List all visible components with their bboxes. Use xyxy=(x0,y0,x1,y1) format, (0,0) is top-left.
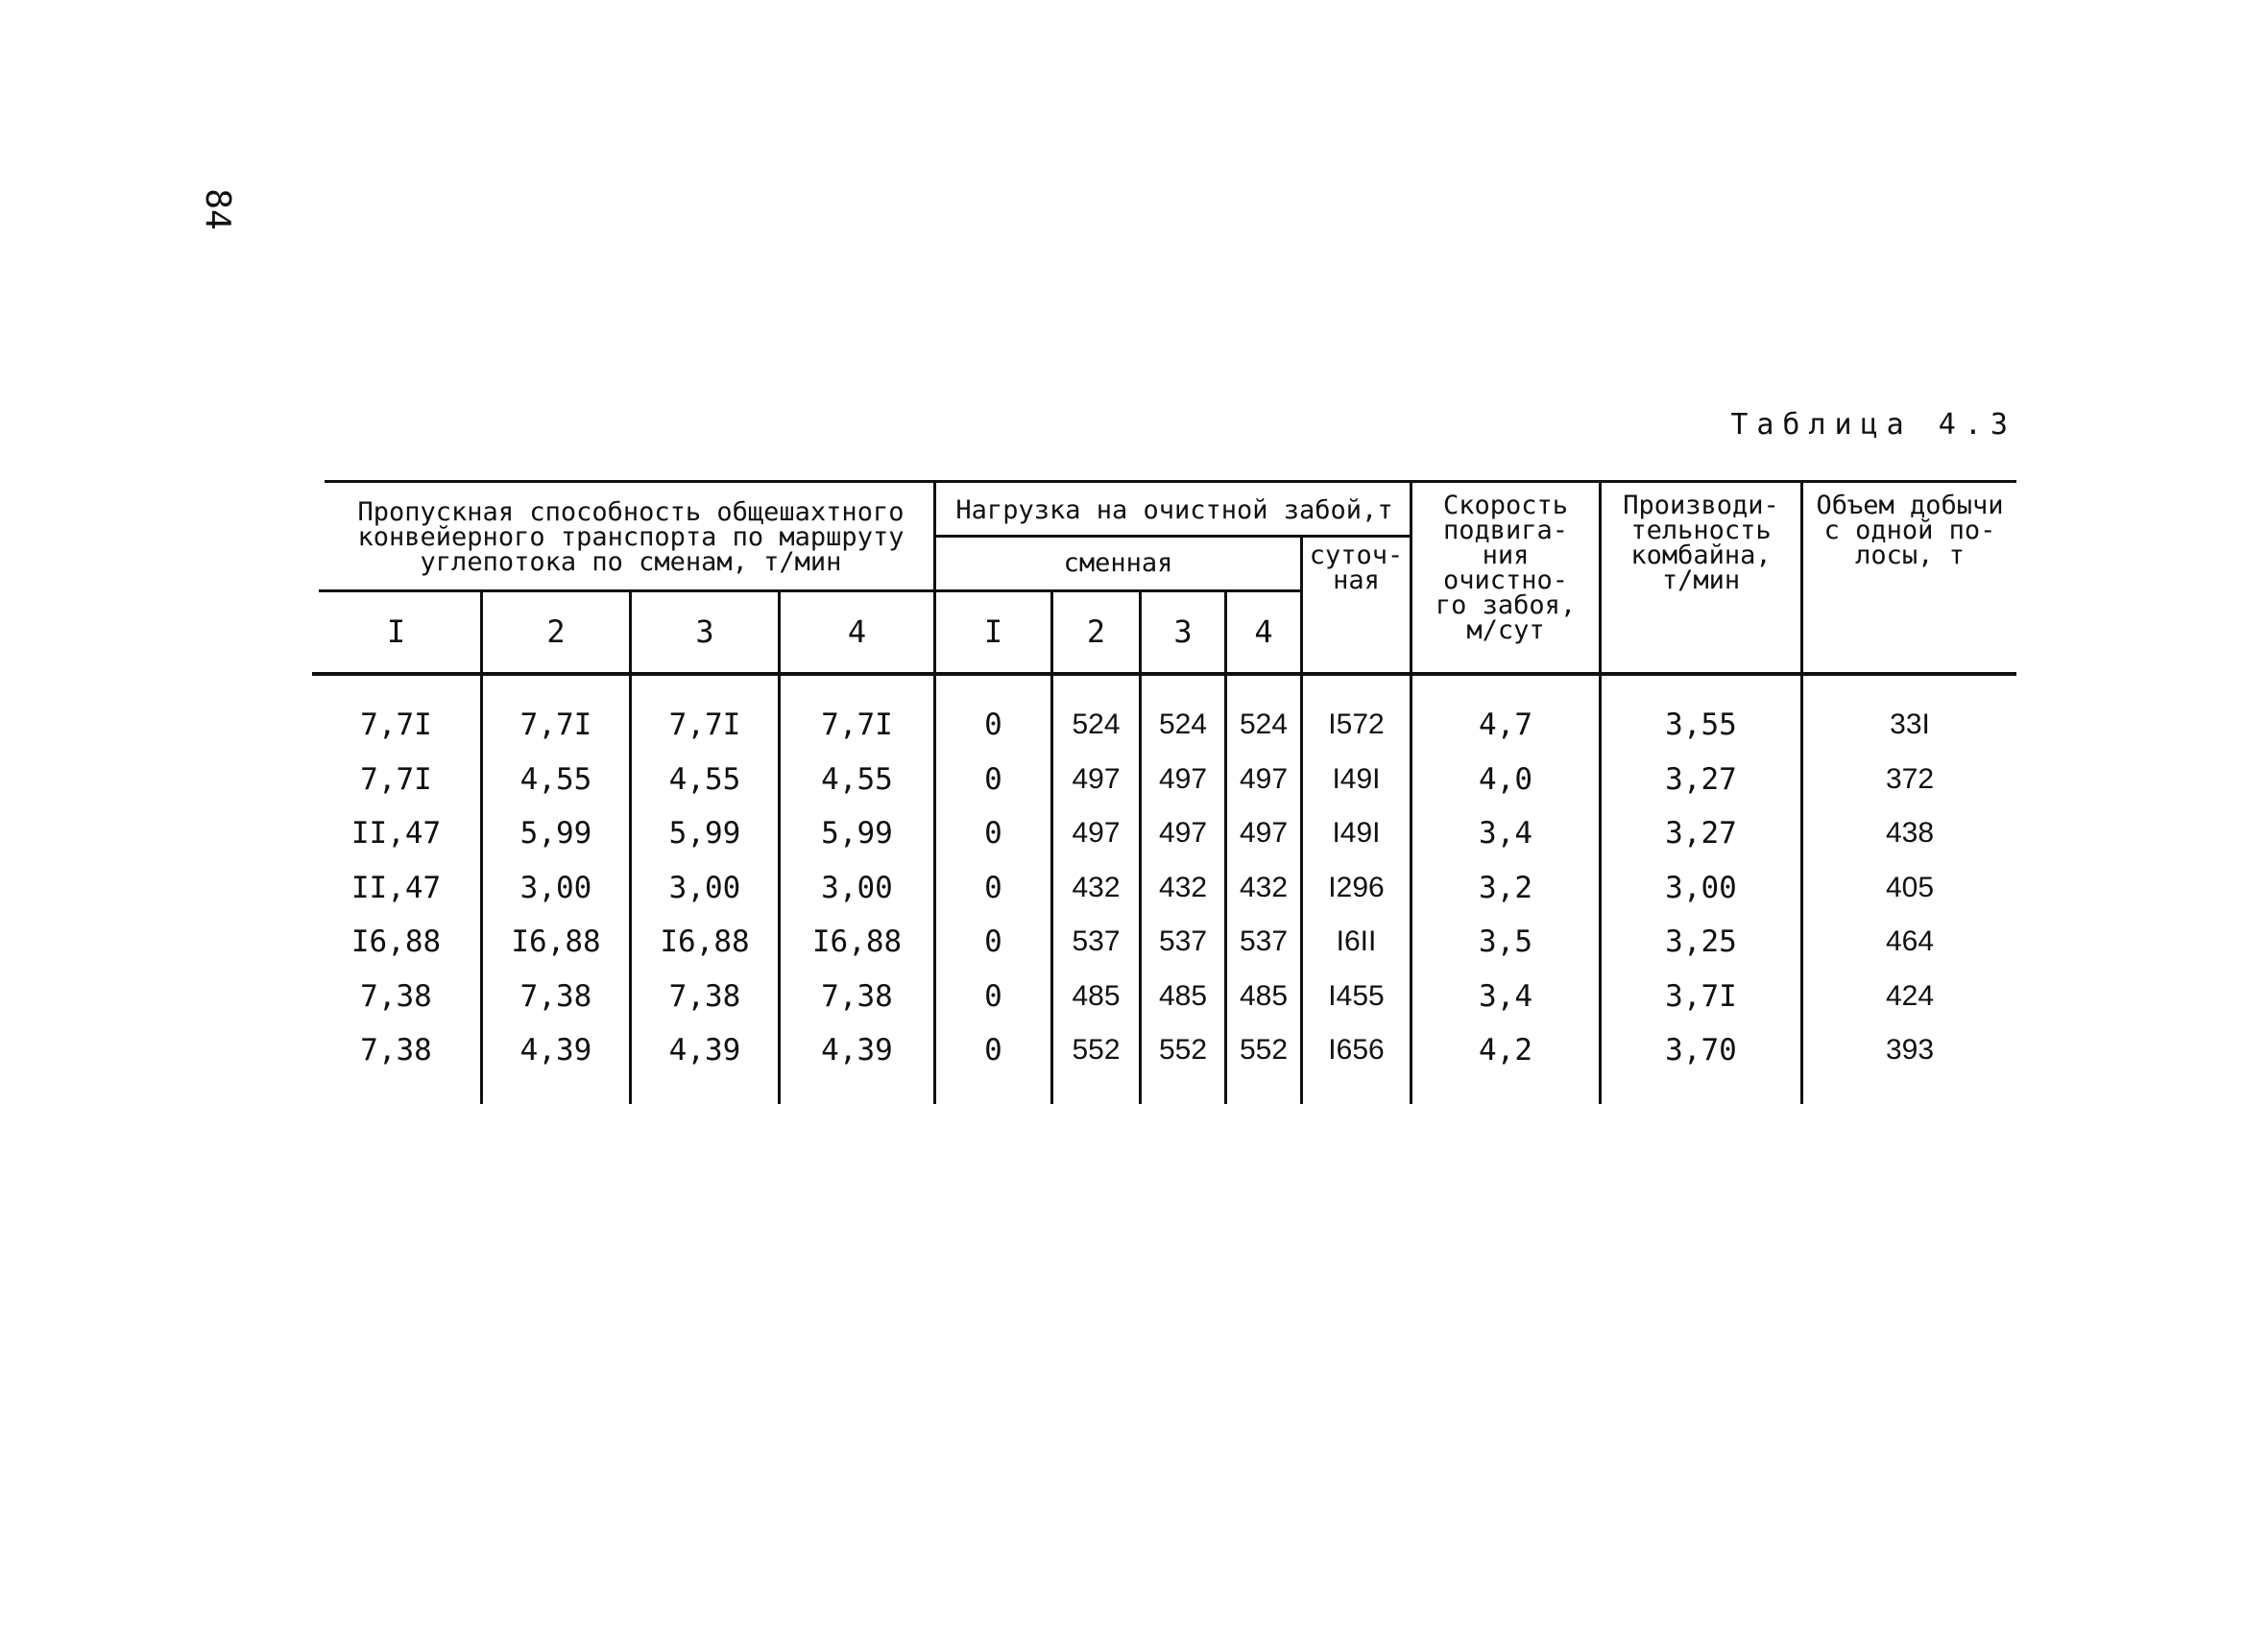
table-cell: 0 xyxy=(984,978,1002,1014)
table-cell: 497 xyxy=(1072,762,1121,795)
table-cell: 7,7I xyxy=(360,761,432,797)
table-cell: 552 xyxy=(1158,1034,1208,1066)
table-cell: 432 xyxy=(1239,871,1289,903)
table-cell: 432 xyxy=(1158,871,1208,903)
table-cell: 552 xyxy=(1239,1034,1289,1066)
table-cell: I572 xyxy=(1328,708,1385,740)
table-cell: 7,38 xyxy=(360,978,432,1014)
table-cell: I49I xyxy=(1332,762,1381,795)
header-throughput-group: Пропускная способность общешахтного конвейерного транспорта по маршруту углепотока по сменам, т/мин xyxy=(357,497,905,577)
table-cell: 7,38 xyxy=(668,978,741,1014)
table-cell: 497 xyxy=(1072,817,1121,849)
table-cell: 3,00 xyxy=(519,870,592,905)
table-cell: 3,5 xyxy=(1479,924,1532,959)
table-cell: 33I xyxy=(1890,708,1930,740)
table-cell: 524 xyxy=(1158,708,1208,740)
table-caption: Таблица 4.3 xyxy=(1730,408,2016,442)
header-load-shift-3: 3 xyxy=(1173,613,1193,650)
table-cell: 497 xyxy=(1239,817,1289,849)
table-cell: 405 xyxy=(1885,871,1935,903)
subheader-rule-load xyxy=(936,589,1301,592)
table-cell: 4,39 xyxy=(668,1033,741,1068)
table-cell: 432 xyxy=(1072,871,1121,903)
table-cell: 3,27 xyxy=(1665,761,1737,797)
table-cell: 497 xyxy=(1239,762,1289,795)
table-cell: I49I xyxy=(1332,817,1381,849)
table-cell: I6II xyxy=(1336,925,1377,957)
table-cell: 0 xyxy=(984,924,1002,959)
table-cell: 0 xyxy=(984,1033,1002,1068)
table-cell: 4,39 xyxy=(519,1033,592,1068)
table-cell: I656 xyxy=(1328,1034,1385,1066)
header-throughput-shift-4: 4 xyxy=(847,613,867,650)
table-cell: 372 xyxy=(1885,762,1935,795)
table-cell: 4,2 xyxy=(1479,1033,1532,1068)
table-cell: 3,25 xyxy=(1665,924,1737,959)
table-cell: 3,00 xyxy=(668,870,741,905)
table-cell: 3,00 xyxy=(1665,870,1737,905)
table-cell: 0 xyxy=(984,708,1002,742)
table-cell: 537 xyxy=(1158,925,1208,957)
table-cell: I296 xyxy=(1328,871,1385,903)
table-cell: II,47 xyxy=(350,816,442,851)
table-cell: 7,7I xyxy=(821,708,893,742)
table-cell: 497 xyxy=(1158,817,1208,849)
table-cell: 7,7I xyxy=(668,708,741,742)
header-throughput-shift-1: I xyxy=(386,613,406,650)
header-load-shift-4: 4 xyxy=(1254,613,1273,650)
table-cell: 3,7I xyxy=(1665,978,1737,1014)
table-cell: I6,88 xyxy=(511,924,601,959)
table-cell: 7,38 xyxy=(360,1033,432,1068)
table-cell: 438 xyxy=(1885,817,1935,849)
table-cell: 3,4 xyxy=(1479,816,1532,851)
table-cell: 7,7I xyxy=(519,708,592,742)
header-load-shift-2: 2 xyxy=(1086,613,1106,650)
table-cell: 0 xyxy=(984,870,1002,905)
table-cell: 7,38 xyxy=(821,978,893,1014)
header-speed: Скорость подвига- ния очистно- го забоя, м/сут xyxy=(1435,491,1577,645)
header-throughput-shift-3: 3 xyxy=(695,613,714,650)
table-cell: 393 xyxy=(1885,1034,1935,1066)
table-cell: 424 xyxy=(1885,979,1935,1012)
table-cell: 0 xyxy=(984,816,1002,851)
table-cell: 4,55 xyxy=(668,761,741,797)
table-cell: 5,99 xyxy=(668,816,741,851)
header-bottom-rule xyxy=(312,672,2016,676)
table-cell: 537 xyxy=(1072,925,1121,957)
table-cell: 3,27 xyxy=(1665,816,1737,851)
header-throughput-shift-2: 2 xyxy=(546,613,566,650)
header-load-shift-1: I xyxy=(983,613,1003,650)
header-load-group: Нагрузка на очистной забой,т xyxy=(955,495,1393,525)
table-cell: 5,99 xyxy=(821,816,893,851)
page-number: 84 xyxy=(198,188,237,230)
table-cell: 3,70 xyxy=(1665,1033,1737,1068)
table-cell: 524 xyxy=(1239,708,1289,740)
header-productivity: Производи- тельность комбайна, т/мин xyxy=(1623,491,1779,595)
header-volume: Объем добычи с одной по- лосы, т xyxy=(1816,491,2004,570)
table-cell: 4,39 xyxy=(821,1033,893,1068)
table-cell: 464 xyxy=(1885,925,1935,957)
table-cell: 4,55 xyxy=(519,761,592,797)
table-cell: 0 xyxy=(984,761,1002,797)
table-cell: 4,0 xyxy=(1479,761,1532,797)
table-cell: 4,7 xyxy=(1479,708,1532,742)
table-cell: I6,88 xyxy=(350,924,442,959)
table-cell: 497 xyxy=(1158,762,1208,795)
table-cell: II,47 xyxy=(350,870,442,905)
table-cell: 3,4 xyxy=(1479,978,1532,1014)
table-cell: 537 xyxy=(1239,925,1289,957)
table-cell: 7,7I xyxy=(360,708,432,742)
table-cell: 552 xyxy=(1072,1034,1121,1066)
table-cell: 3,55 xyxy=(1665,708,1737,742)
subheader-rule-shift xyxy=(936,535,1411,538)
table-cell: 7,38 xyxy=(519,978,592,1014)
table-cell: 5,99 xyxy=(519,816,592,851)
table-cell: I455 xyxy=(1328,979,1385,1012)
table-cell: I6,88 xyxy=(660,924,750,959)
table-cell: 524 xyxy=(1072,708,1121,740)
table-cell: 485 xyxy=(1158,979,1208,1012)
subheader-rule-throughput xyxy=(319,589,936,592)
table-cell: 485 xyxy=(1239,979,1289,1012)
table-cell: I6,88 xyxy=(811,924,903,959)
table-cell: 4,55 xyxy=(821,761,893,797)
table-cell: 3,00 xyxy=(821,870,893,905)
table-top-rule xyxy=(325,480,2016,483)
table-cell: 3,2 xyxy=(1479,870,1532,905)
header-shift-subgroup: сменная xyxy=(1063,548,1173,578)
header-daily: суточ- ная xyxy=(1309,540,1404,595)
table-cell: 485 xyxy=(1072,979,1121,1012)
